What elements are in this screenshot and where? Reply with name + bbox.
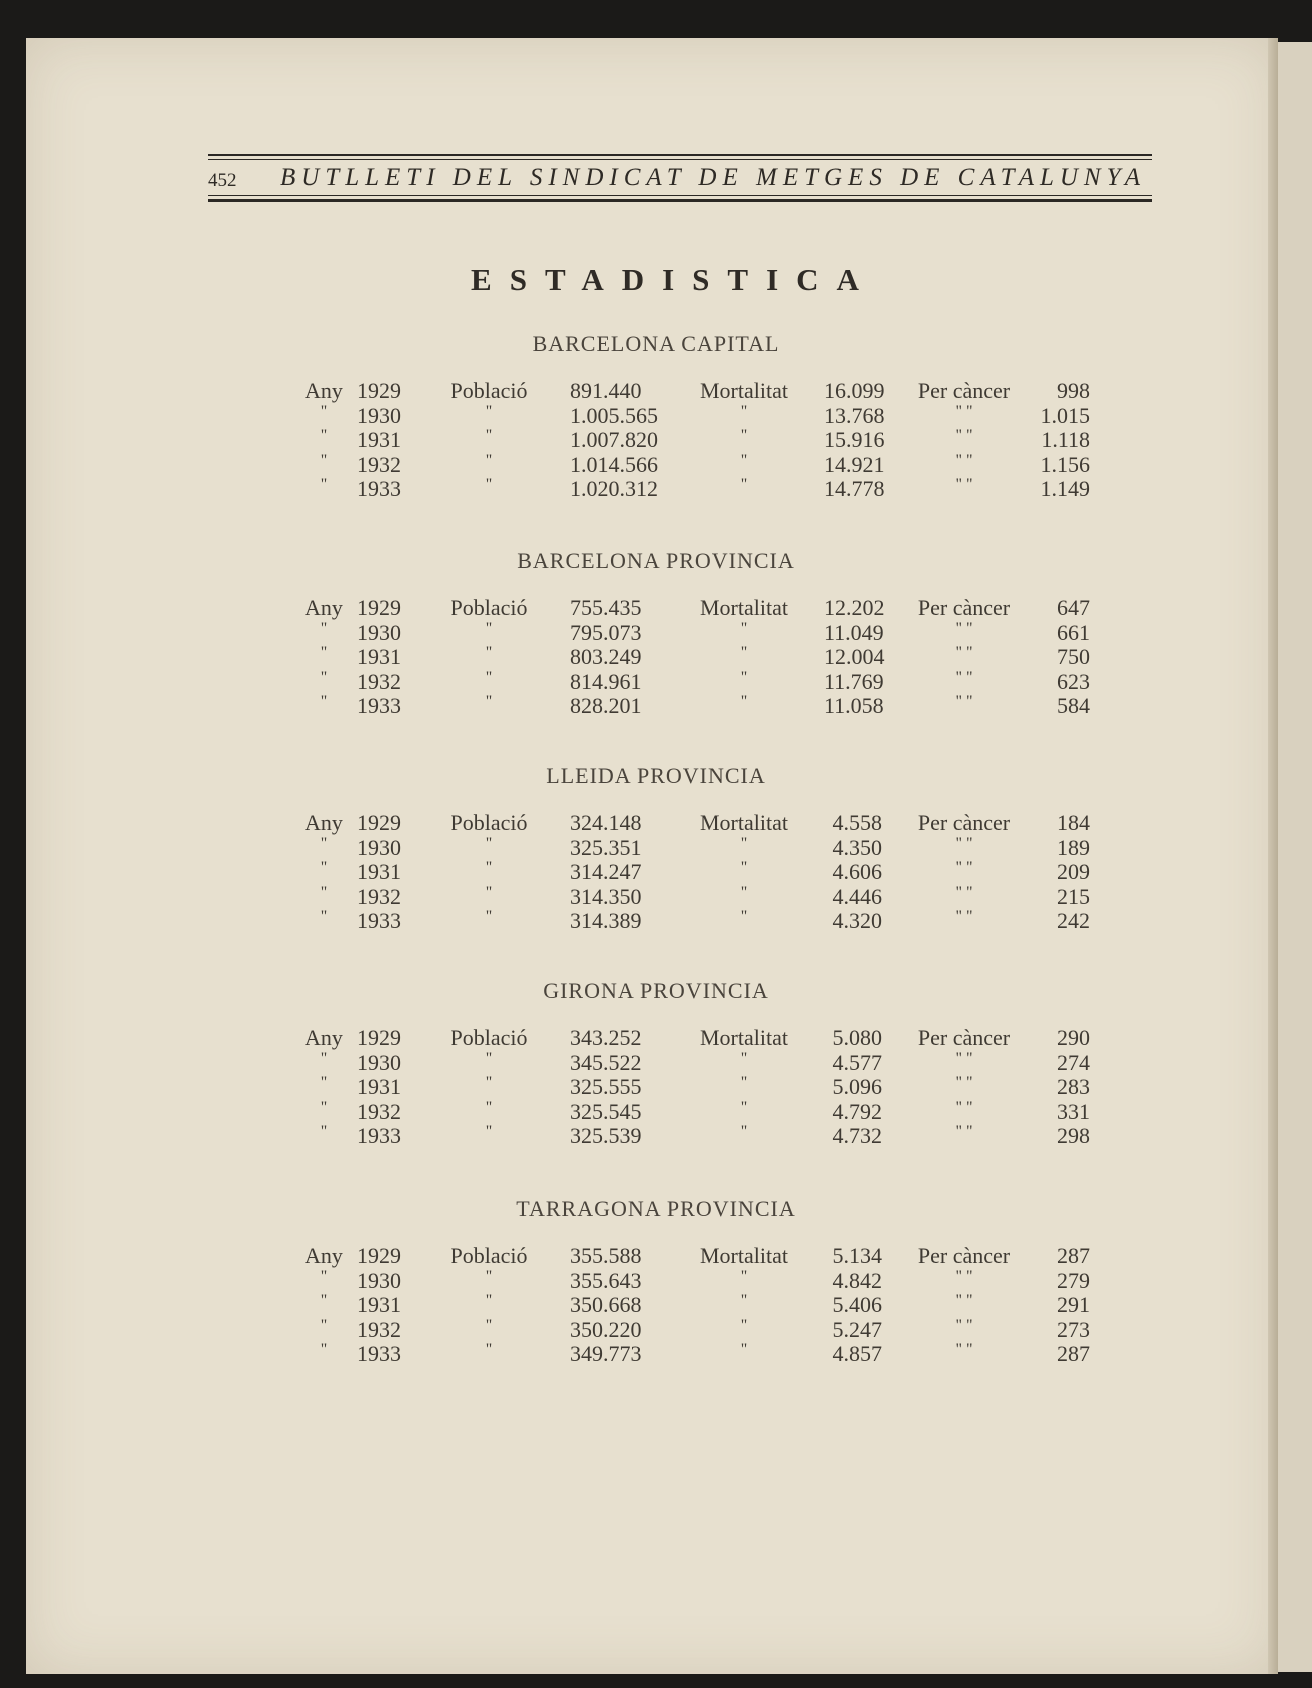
cancer-value: 290: [1057, 1025, 1090, 1050]
cancer-value: 291: [1057, 1292, 1090, 1318]
any-label: ": [320, 644, 328, 662]
table-row: [0, 908, 1312, 933]
per-cancer-label: " ": [955, 1049, 973, 1067]
per-cancer-label: " ": [955, 859, 973, 877]
any-label: ": [320, 1098, 328, 1116]
cancer-value: 998: [1057, 378, 1090, 403]
statistics-section: [0, 760, 1312, 933]
poblacio-label: ": [485, 668, 493, 686]
mortality-value: 15.916: [824, 427, 885, 453]
table-row: [0, 693, 1312, 718]
per-cancer-label: " ": [955, 834, 973, 852]
per-cancer-label: " ": [955, 476, 973, 494]
year-value: 1933: [357, 693, 401, 719]
population-value: 314.247: [570, 859, 642, 885]
poblacio-label: ": [485, 1292, 493, 1310]
any-label: ": [320, 1074, 328, 1092]
mortality-value: 4.350: [832, 834, 882, 860]
section-title: TARRAGONA PROVINCIA: [516, 1196, 796, 1221]
poblacio-label: ": [485, 619, 493, 637]
population-value: 345.522: [570, 1049, 642, 1075]
any-label: Any: [305, 810, 343, 835]
year-value: 1930: [357, 1267, 401, 1293]
cancer-value: 287: [1057, 1243, 1090, 1268]
any-label: ": [320, 1316, 328, 1334]
mortality-value: 5.134: [832, 1243, 882, 1268]
mortalitat-label: ": [740, 619, 748, 637]
mortality-value: 4.792: [832, 1098, 882, 1124]
table-row: [0, 1050, 1312, 1075]
mortalitat-label: ": [740, 1267, 748, 1285]
per-cancer-label: " ": [955, 1123, 973, 1141]
cancer-value: 623: [1057, 668, 1090, 694]
mortality-value: 14.778: [824, 476, 885, 502]
mortalitat-label: Mortalitat: [700, 595, 788, 620]
cancer-value: 189: [1057, 834, 1090, 860]
any-label: Any: [305, 595, 343, 620]
year-value: 1933: [357, 908, 401, 934]
any-label: ": [320, 834, 328, 852]
header-rule-top: [208, 154, 1152, 156]
table-row: [0, 1292, 1312, 1317]
running-title: BUTLLETI DEL SINDICAT DE METGES DE CATALUNYA: [280, 162, 1150, 192]
mortalitat-label: ": [740, 1123, 748, 1141]
population-value: 1.020.312: [570, 476, 658, 502]
table-row: [0, 1341, 1312, 1366]
mortalitat-label: Mortalitat: [700, 1025, 788, 1050]
year-value: 1931: [357, 644, 401, 670]
mortalitat-label: ": [740, 1292, 748, 1310]
table-row: [0, 620, 1312, 645]
table-row: [0, 1317, 1312, 1342]
mortality-value: 5.406: [832, 1292, 882, 1318]
poblacio-label: ": [485, 451, 493, 469]
mortalitat-label: ": [740, 834, 748, 852]
cancer-value: 1.149: [1040, 476, 1090, 502]
statistics-section: [0, 328, 1312, 501]
any-label: ": [320, 693, 328, 711]
year-value: 1932: [357, 668, 401, 694]
mortalitat-label: ": [740, 1341, 748, 1359]
cancer-value: 661: [1057, 619, 1090, 645]
poblacio-label: ": [485, 1098, 493, 1116]
table-row: [0, 452, 1312, 477]
table-row: [0, 427, 1312, 452]
mortalitat-label: ": [740, 476, 748, 494]
population-value: 314.389: [570, 908, 642, 934]
mortality-value: 4.320: [832, 908, 882, 934]
mortalitat-label: ": [740, 427, 748, 445]
mortalitat-label: ": [740, 644, 748, 662]
year-value: 1931: [357, 427, 401, 453]
poblacio-label: Població: [450, 1025, 528, 1050]
table-row: [0, 595, 1312, 620]
year-value: 1931: [357, 859, 401, 885]
mortalitat-label: ": [740, 693, 748, 711]
table-row: [0, 1123, 1312, 1148]
year-value: 1930: [357, 402, 401, 428]
per-cancer-label: " ": [955, 451, 973, 469]
section-title: LLEIDA PROVINCIA: [546, 763, 766, 788]
mortalitat-label: ": [740, 402, 748, 420]
population-value: 349.773: [570, 1341, 642, 1367]
any-label: ": [320, 1049, 328, 1067]
mortalitat-label: ": [740, 883, 748, 901]
population-value: 1.007.820: [570, 427, 658, 453]
population-value: 314.350: [570, 883, 642, 909]
per-cancer-label: " ": [955, 908, 973, 926]
mortality-value: 12.004: [824, 644, 885, 670]
year-value: 1932: [357, 451, 401, 477]
mortalitat-label: ": [740, 908, 748, 926]
header-rule-bottom: [208, 199, 1152, 202]
cancer-value: 1.118: [1041, 427, 1090, 453]
any-label: ": [320, 427, 328, 445]
section-rows: [0, 378, 1312, 501]
per-cancer-label: " ": [955, 1267, 973, 1285]
any-label: Any: [305, 1243, 343, 1268]
mortality-value: 5.080: [832, 1025, 882, 1050]
any-label: ": [320, 402, 328, 420]
cancer-value: 331: [1057, 1098, 1090, 1124]
mortalitat-label: Mortalitat: [700, 810, 788, 835]
population-value: 803.249: [570, 644, 642, 670]
per-cancer-label: " ": [955, 619, 973, 637]
table-row: [0, 859, 1312, 884]
cancer-value: 647: [1057, 595, 1090, 620]
population-value: 814.961: [570, 668, 642, 694]
any-label: ": [320, 1341, 328, 1359]
mortality-value: 11.058: [824, 693, 884, 719]
year-value: 1931: [357, 1292, 401, 1318]
per-cancer-label: " ": [955, 1341, 973, 1359]
table-row: [0, 403, 1312, 428]
poblacio-label: Població: [450, 378, 528, 403]
cancer-value: 1.015: [1040, 402, 1090, 428]
population-value: 325.545: [570, 1098, 642, 1124]
poblacio-label: ": [485, 883, 493, 901]
cancer-value: 1.156: [1040, 451, 1090, 477]
any-label: Any: [305, 378, 343, 403]
mortality-value: 16.099: [824, 378, 885, 403]
statistics-section: [0, 1193, 1312, 1366]
any-label: Any: [305, 1025, 343, 1050]
statistics-section: [0, 545, 1312, 718]
page-title: ESTADISTICA: [471, 262, 877, 297]
mortality-value: 4.732: [832, 1123, 882, 1149]
year-value: 1930: [357, 1049, 401, 1075]
table-row: [0, 476, 1312, 501]
per-cancer-label: " ": [955, 644, 973, 662]
poblacio-label: Població: [450, 1243, 528, 1268]
cancer-value: 274: [1057, 1049, 1090, 1075]
per-cancer-label: " ": [955, 1098, 973, 1116]
population-value: 350.220: [570, 1316, 642, 1342]
per-cancer-label: Per càncer: [917, 378, 1011, 403]
mortality-value: 14.921: [824, 451, 885, 477]
cancer-value: 283: [1057, 1074, 1090, 1100]
mortality-value: 13.768: [824, 402, 885, 428]
poblacio-label: Població: [450, 595, 528, 620]
mortality-value: 4.558: [832, 810, 882, 835]
poblacio-label: ": [485, 402, 493, 420]
mortalitat-label: Mortalitat: [700, 1243, 788, 1268]
header-rule-top-thin: [208, 159, 1152, 160]
year-value: 1932: [357, 1098, 401, 1124]
per-cancer-label: Per càncer: [917, 810, 1011, 835]
cancer-value: 584: [1057, 693, 1090, 719]
mortality-value: 4.842: [832, 1267, 882, 1293]
table-row: [0, 1074, 1312, 1099]
section-title: BARCELONA PROVINCIA: [517, 548, 795, 573]
population-value: 891.440: [570, 378, 642, 403]
section-title: BARCELONA CAPITAL: [532, 331, 780, 356]
poblacio-label: Població: [450, 810, 528, 835]
population-value: 325.351: [570, 834, 642, 860]
per-cancer-label: " ": [955, 883, 973, 901]
table-row: [0, 1243, 1312, 1268]
mortality-value: 11.049: [824, 619, 884, 645]
mortalitat-label: ": [740, 668, 748, 686]
poblacio-label: ": [485, 693, 493, 711]
poblacio-label: ": [485, 834, 493, 852]
mortality-value: 4.446: [832, 883, 882, 909]
mortality-value: 11.769: [824, 668, 884, 694]
per-cancer-label: " ": [955, 1316, 973, 1334]
table-row: [0, 1268, 1312, 1293]
year-value: 1930: [357, 619, 401, 645]
poblacio-label: ": [485, 1123, 493, 1141]
per-cancer-label: Per càncer: [917, 595, 1011, 620]
mortality-value: 12.202: [824, 595, 885, 620]
per-cancer-label: " ": [955, 668, 973, 686]
table-row: [0, 644, 1312, 669]
poblacio-label: ": [485, 1316, 493, 1334]
year-value: 1933: [357, 1123, 401, 1149]
poblacio-label: ": [485, 1267, 493, 1285]
any-label: ": [320, 1123, 328, 1141]
per-cancer-label: " ": [955, 693, 973, 711]
section-title: GIRONA PROVINCIA: [543, 978, 769, 1003]
poblacio-label: ": [485, 427, 493, 445]
mortality-value: 4.606: [832, 859, 882, 885]
mortalitat-label: ": [740, 1098, 748, 1116]
year-value: 1929: [357, 810, 401, 835]
per-cancer-label: " ": [955, 1074, 973, 1092]
mortalitat-label: Mortalitat: [700, 378, 788, 403]
section-rows: [0, 595, 1312, 718]
year-value: 1932: [357, 883, 401, 909]
cancer-value: 750: [1057, 644, 1090, 670]
cancer-value: 287: [1057, 1341, 1090, 1367]
statistics-section: [0, 975, 1312, 1148]
cancer-value: 242: [1057, 908, 1090, 934]
mortalitat-label: ": [740, 451, 748, 469]
population-value: 343.252: [570, 1025, 642, 1050]
year-value: 1929: [357, 378, 401, 403]
poblacio-label: ": [485, 476, 493, 494]
population-value: 325.539: [570, 1123, 642, 1149]
table-row: [0, 884, 1312, 909]
per-cancer-label: " ": [955, 427, 973, 445]
year-value: 1929: [357, 1243, 401, 1268]
cancer-value: 298: [1057, 1123, 1090, 1149]
table-row: [0, 810, 1312, 835]
population-value: 1.005.565: [570, 402, 658, 428]
table-row: [0, 1099, 1312, 1124]
section-rows: [0, 1243, 1312, 1366]
mortalitat-label: ": [740, 1074, 748, 1092]
any-label: ": [320, 476, 328, 494]
per-cancer-label: " ": [955, 1292, 973, 1310]
cancer-value: 184: [1057, 810, 1090, 835]
table-row: [0, 378, 1312, 403]
mortality-value: 5.247: [832, 1316, 882, 1342]
year-value: 1931: [357, 1074, 401, 1100]
poblacio-label: ": [485, 644, 493, 662]
population-value: 350.668: [570, 1292, 642, 1318]
population-value: 324.148: [570, 810, 642, 835]
year-value: 1929: [357, 1025, 401, 1050]
table-row: [0, 669, 1312, 694]
mortalitat-label: ": [740, 859, 748, 877]
population-value: 755.435: [570, 595, 642, 620]
population-value: 355.588: [570, 1243, 642, 1268]
mortalitat-label: ": [740, 1316, 748, 1334]
header-rule-bottom-thin: [208, 195, 1152, 196]
any-label: ": [320, 451, 328, 469]
population-value: 828.201: [570, 693, 642, 719]
table-row: [0, 1025, 1312, 1050]
section-rows: [0, 810, 1312, 933]
section-rows: [0, 1025, 1312, 1148]
mortality-value: 4.577: [832, 1049, 882, 1075]
cancer-value: 273: [1057, 1316, 1090, 1342]
cancer-value: 209: [1057, 859, 1090, 885]
any-label: ": [320, 908, 328, 926]
any-label: ": [320, 859, 328, 877]
any-label: ": [320, 619, 328, 637]
year-value: 1932: [357, 1316, 401, 1342]
population-value: 795.073: [570, 619, 642, 645]
mortality-value: 5.096: [832, 1074, 882, 1100]
poblacio-label: ": [485, 1049, 493, 1067]
cancer-value: 279: [1057, 1267, 1090, 1293]
any-label: ": [320, 1292, 328, 1310]
running-header: [208, 144, 1152, 210]
any-label: ": [320, 883, 328, 901]
poblacio-label: ": [485, 859, 493, 877]
population-value: 355.643: [570, 1267, 642, 1293]
mortality-value: 4.857: [832, 1341, 882, 1367]
population-value: 1.014.566: [570, 451, 658, 477]
poblacio-label: ": [485, 1341, 493, 1359]
cancer-value: 215: [1057, 883, 1090, 909]
mortalitat-label: ": [740, 1049, 748, 1067]
table-row: [0, 835, 1312, 860]
poblacio-label: ": [485, 1074, 493, 1092]
per-cancer-label: Per càncer: [917, 1243, 1011, 1268]
year-value: 1930: [357, 834, 401, 860]
year-value: 1929: [357, 595, 401, 620]
any-label: ": [320, 1267, 328, 1285]
year-value: 1933: [357, 476, 401, 502]
year-value: 1933: [357, 1341, 401, 1367]
any-label: ": [320, 668, 328, 686]
per-cancer-label: Per càncer: [917, 1025, 1011, 1050]
population-value: 325.555: [570, 1074, 642, 1100]
poblacio-label: ": [485, 908, 493, 926]
per-cancer-label: " ": [955, 402, 973, 420]
page-number: 452: [208, 170, 245, 192]
